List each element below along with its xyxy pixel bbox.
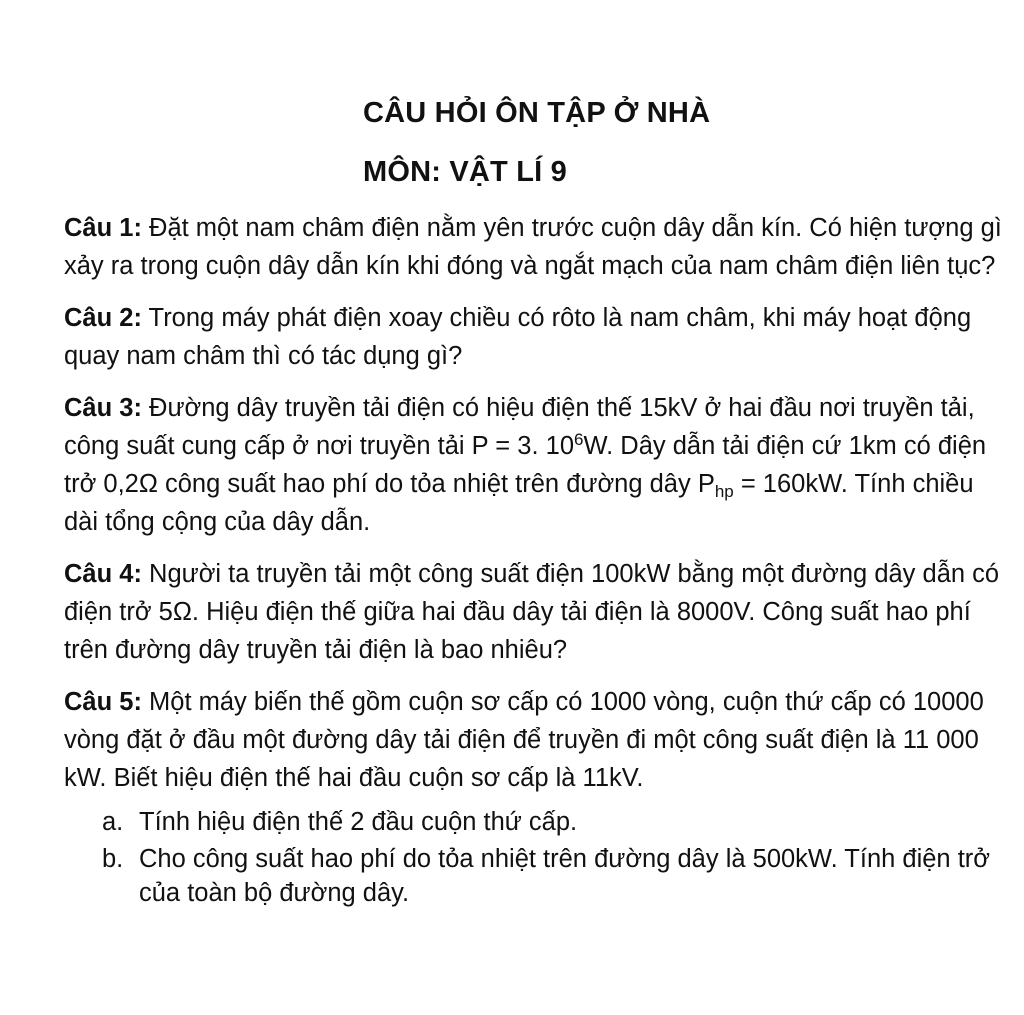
question-label: Câu 3: (64, 394, 142, 422)
question-5-parts (64, 805, 1004, 910)
question-5 (64, 683, 1004, 797)
question-3 (64, 389, 1004, 541)
question-text: W. Dây dẫn tải điện cứ 1km có điện trở 0,2Ω công suất hao phí do tỏa nhiệt trên đường dây P (64, 432, 987, 498)
part-text: Tính hiệu điện thế 2 đầu cuộn thứ cấp. (139, 808, 578, 836)
question-text: Người ta truyền tải một công suất điện 100kW bằng một đường dây dẫn có điện trở 5Ω. Hiệu điện thế giữa hai đầu dây tải điện là 8000V. Công suất hao phí trên đường dây truyền tải điện là bao nhiêu? (64, 560, 1000, 664)
question-list (64, 209, 1004, 913)
question-4 (64, 555, 1004, 669)
question-label: Câu 5: (64, 688, 142, 716)
question-text: Đường dây truyền tải điện có hiệu điện thế 15kV ở hai đầu nơi truyền tải, công suất cung cấp ở nơi truyền tải P = 3. 10 (64, 394, 975, 460)
document-title: CÂU HỎI ÔN TẬP Ở NHÀ (363, 97, 711, 129)
question-part-b (64, 842, 1004, 910)
question-text: = 160kW. Tính chiều dài tổng cộng của dây dẫn. (64, 470, 974, 536)
question-text: Đặt một nam châm điện nằm yên trước cuộn dây dẫn kín. Có hiện tượng gì xảy ra trong cuộn dây dẫn kín khi đóng và ngắt mạch của nam châm điện liên tục? (64, 214, 1002, 280)
question-label: Câu 1: (64, 214, 142, 242)
question-2 (64, 299, 1004, 375)
question-1 (64, 209, 1004, 285)
power-exponent: 6 (574, 430, 584, 449)
question-text: Một máy biến thế gồm cuộn sơ cấp có 1000 vòng, cuộn thứ cấp có 10000 vòng đặt ở đầu một đường dây tải điện để truyền đi một công suất điện là 11 000 kW. Biết hiệu điện thế hai đầu cuộn sơ cấp là 11kV. (64, 688, 984, 792)
question-label: Câu 4: (64, 560, 142, 588)
part-marker: a. (102, 808, 124, 836)
subject-heading: MÔN: VẬT LÍ 9 (363, 156, 567, 188)
question-text: Trong máy phát điện xoay chiều có rôto là nam châm, khi máy hoạt động quay nam châm thì có tác dụng gì? (64, 304, 972, 370)
question-label: Câu 2: (64, 304, 142, 332)
question-part-a (64, 805, 1004, 839)
part-text: Cho công suất hao phí do tỏa nhiệt trên đường dây là 500kW. Tính điện trở của toàn bộ đường dây. (139, 845, 991, 907)
part-marker: b. (102, 845, 124, 873)
power-subscript: hp (714, 482, 734, 501)
